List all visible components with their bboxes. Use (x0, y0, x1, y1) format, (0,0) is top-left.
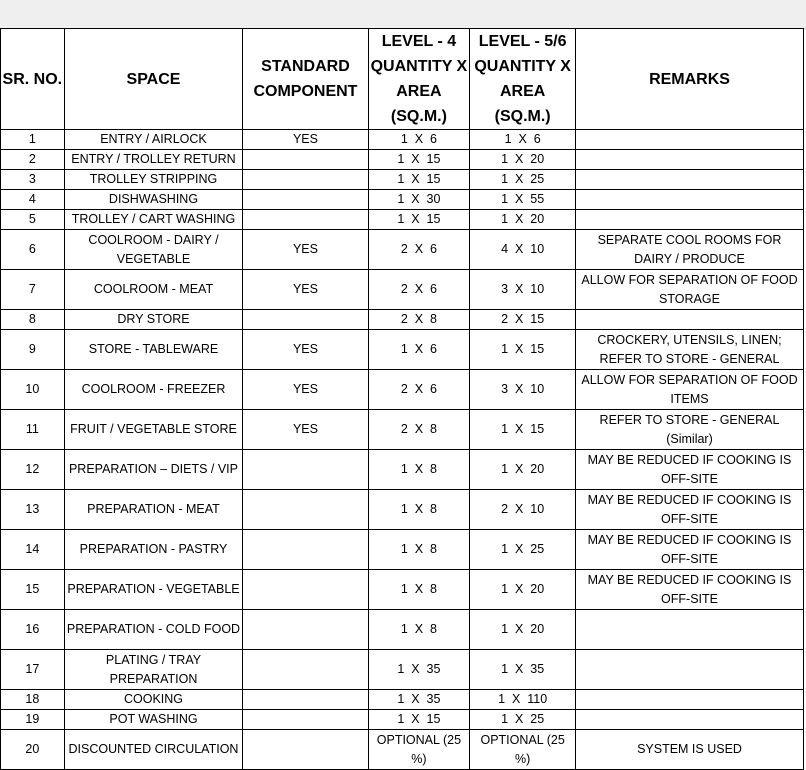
cell-standard-component (243, 530, 368, 570)
header-space: SPACE (64, 29, 243, 130)
cell-standard-component (243, 190, 368, 210)
cell-space: TROLLEY STRIPPING (64, 170, 243, 190)
cell-sr-no: 17 (1, 650, 65, 690)
cell-standard-component: YES (243, 370, 368, 410)
cell-level-5-6-qty-area: OPTIONAL (25 %) (470, 730, 576, 770)
cell-level-4-qty-area: 1 X 35 (368, 690, 470, 710)
table-row (1, 170, 804, 190)
cell-level-5-6-qty-area: 1 X 25 (470, 530, 576, 570)
cell-remarks (576, 210, 804, 230)
cell-level-4-qty-area: OPTIONAL (25 %) (368, 730, 470, 770)
cell-sr-no: 3 (1, 170, 65, 190)
table-row (1, 310, 804, 330)
cell-remarks: REFER TO STORE - GENERAL (Similar) (576, 410, 804, 450)
cell-level-5-6-qty-area: 4 X 10 (470, 230, 576, 270)
table-row (1, 710, 804, 730)
table-row (1, 330, 804, 370)
cell-standard-component (243, 730, 368, 770)
table-row (1, 270, 804, 310)
cell-space: TROLLEY / CART WASHING (64, 210, 243, 230)
cell-standard-component (243, 710, 368, 730)
cell-remarks: CROCKERY, UTENSILS, LINEN; REFER TO STORE - GENERAL (576, 330, 804, 370)
header-standard-line-1: STANDARD (261, 58, 350, 75)
space-schedule-table (0, 28, 804, 770)
cell-sr-no: 16 (1, 610, 65, 650)
cell-sr-no: 15 (1, 570, 65, 610)
cell-remarks (576, 130, 804, 150)
cell-space: DISCOUNTED CIRCULATION (64, 730, 243, 770)
cell-level-4-qty-area: 1 X 15 (368, 710, 470, 730)
cell-space: PREPARATION - VEGETABLE (64, 570, 243, 610)
cell-sr-no: 8 (1, 310, 65, 330)
cell-sr-no: 11 (1, 410, 65, 450)
cell-level-5-6-qty-area: 1 X 35 (470, 650, 576, 690)
header-row (1, 29, 804, 130)
cell-level-5-6-qty-area: 2 X 15 (470, 310, 576, 330)
cell-level-5-6-qty-area: 1 X 25 (470, 170, 576, 190)
cell-standard-component: YES (243, 130, 368, 150)
table-row (1, 730, 804, 770)
cell-level-5-6-qty-area: 3 X 10 (470, 370, 576, 410)
cell-sr-no: 6 (1, 230, 65, 270)
cell-space: COOLROOM - MEAT (64, 270, 243, 310)
cell-standard-component (243, 210, 368, 230)
cell-level-5-6-qty-area: 1 X 20 (470, 610, 576, 650)
cell-level-5-6-qty-area: 1 X 6 (470, 130, 576, 150)
cell-remarks: MAY BE REDUCED IF COOKING IS OFF-SITE (576, 530, 804, 570)
cell-space: PLATING / TRAY PREPARATION (64, 650, 243, 690)
cell-sr-no: 14 (1, 530, 65, 570)
cell-space: COOLROOM - DAIRY / VEGETABLE (64, 230, 243, 270)
table-row (1, 450, 804, 490)
cell-level-4-qty-area: 1 X 8 (368, 570, 470, 610)
table-row (1, 610, 804, 650)
cell-standard-component (243, 650, 368, 690)
cell-standard-component: YES (243, 410, 368, 450)
cell-sr-no: 20 (1, 730, 65, 770)
header-level56-line-1: LEVEL - 5/6 (478, 33, 567, 50)
cell-level-4-qty-area: 1 X 30 (368, 190, 470, 210)
header-level4-line-2: QUANTITY X (370, 58, 468, 75)
cell-remarks (576, 150, 804, 170)
cell-space: DISHWASHING (64, 190, 243, 210)
cell-level-5-6-qty-area: 1 X 20 (470, 210, 576, 230)
cell-space: PREPARATION – DIETS / VIP (64, 450, 243, 490)
header-level-5-6 (470, 29, 576, 130)
cell-level-4-qty-area: 2 X 6 (368, 370, 470, 410)
table-row (1, 150, 804, 170)
cell-remarks: MAY BE REDUCED IF COOKING IS OFF-SITE (576, 450, 804, 490)
cell-level-4-qty-area: 1 X 8 (368, 530, 470, 570)
cell-level-5-6-qty-area: 1 X 20 (470, 450, 576, 490)
cell-sr-no: 12 (1, 450, 65, 490)
cell-level-4-qty-area: 2 X 8 (368, 410, 470, 450)
table-row (1, 230, 804, 270)
cell-sr-no: 5 (1, 210, 65, 230)
cell-sr-no: 2 (1, 150, 65, 170)
header-level4-line-1: LEVEL - 4 (381, 33, 457, 50)
cell-remarks (576, 190, 804, 210)
cell-standard-component (243, 490, 368, 530)
cell-standard-component (243, 570, 368, 610)
cell-remarks (576, 650, 804, 690)
cell-standard-component (243, 310, 368, 330)
cell-standard-component (243, 450, 368, 490)
cell-space: STORE - TABLEWARE (64, 330, 243, 370)
cell-sr-no: 4 (1, 190, 65, 210)
cell-level-5-6-qty-area: 1 X 20 (470, 150, 576, 170)
spreadsheet-toolbar-strip (0, 0, 806, 29)
cell-standard-component: YES (243, 330, 368, 370)
table-row (1, 410, 804, 450)
cell-space: FRUIT / VEGETABLE STORE (64, 410, 243, 450)
cell-level-5-6-qty-area: 3 X 10 (470, 270, 576, 310)
cell-sr-no: 9 (1, 330, 65, 370)
cell-level-4-qty-area: 1 X 6 (368, 130, 470, 150)
cell-remarks: MAY BE REDUCED IF COOKING IS OFF-SITE (576, 570, 804, 610)
cell-level-5-6-qty-area: 1 X 20 (470, 570, 576, 610)
header-level-4 (368, 29, 470, 130)
cell-level-4-qty-area: 2 X 8 (368, 310, 470, 330)
cell-space: ENTRY / AIRLOCK (64, 130, 243, 150)
cell-remarks: SYSTEM IS USED (576, 730, 804, 770)
cell-level-5-6-qty-area: 1 X 25 (470, 710, 576, 730)
cell-standard-component (243, 150, 368, 170)
cell-level-4-qty-area: 1 X 6 (368, 330, 470, 370)
cell-remarks (576, 170, 804, 190)
table-row (1, 210, 804, 230)
header-standard-line-2: COMPONENT (253, 83, 358, 100)
cell-level-5-6-qty-area: 1 X 55 (470, 190, 576, 210)
cell-level-5-6-qty-area: 1 X 15 (470, 410, 576, 450)
cell-remarks: ALLOW FOR SEPARATION OF FOOD ITEMS (576, 370, 804, 410)
cell-level-4-qty-area: 2 X 6 (368, 230, 470, 270)
cell-space: PREPARATION - PASTRY (64, 530, 243, 570)
cell-remarks: SEPARATE COOL ROOMS FOR DAIRY / PRODUCE (576, 230, 804, 270)
header-standard-component (243, 29, 368, 130)
cell-standard-component: YES (243, 270, 368, 310)
cell-standard-component (243, 690, 368, 710)
cell-space: PREPARATION - COLD FOOD (64, 610, 243, 650)
cell-level-4-qty-area: 1 X 35 (368, 650, 470, 690)
cell-level-5-6-qty-area: 2 X 10 (470, 490, 576, 530)
cell-space: DRY STORE (64, 310, 243, 330)
cell-level-4-qty-area: 1 X 15 (368, 150, 470, 170)
table-row (1, 490, 804, 530)
cell-level-5-6-qty-area: 1 X 15 (470, 330, 576, 370)
cell-remarks: MAY BE REDUCED IF COOKING IS OFF-SITE (576, 490, 804, 530)
cell-level-4-qty-area: 1 X 8 (368, 450, 470, 490)
cell-level-5-6-qty-area: 1 X 110 (470, 690, 576, 710)
cell-remarks (576, 710, 804, 730)
cell-space: COOKING (64, 690, 243, 710)
cell-sr-no: 19 (1, 710, 65, 730)
table-row (1, 370, 804, 410)
cell-level-4-qty-area: 1 X 8 (368, 610, 470, 650)
header-level56-line-2: QUANTITY X (474, 58, 571, 75)
cell-space: COOLROOM - FREEZER (64, 370, 243, 410)
cell-standard-component: YES (243, 230, 368, 270)
cell-standard-component (243, 170, 368, 190)
cell-level-4-qty-area: 1 X 15 (368, 170, 470, 190)
table-row (1, 690, 804, 710)
table-row (1, 530, 804, 570)
cell-space: POT WASHING (64, 710, 243, 730)
cell-standard-component (243, 610, 368, 650)
table-row (1, 570, 804, 610)
cell-sr-no: 10 (1, 370, 65, 410)
cell-level-4-qty-area: 1 X 8 (368, 490, 470, 530)
cell-sr-no: 18 (1, 690, 65, 710)
cell-level-4-qty-area: 2 X 6 (368, 270, 470, 310)
cell-space: ENTRY / TROLLEY RETURN (64, 150, 243, 170)
cell-remarks (576, 310, 804, 330)
header-sr-no: SR. NO. (1, 29, 65, 130)
cell-sr-no: 7 (1, 270, 65, 310)
cell-remarks (576, 610, 804, 650)
header-level4-line-3: AREA (396, 83, 442, 100)
cell-space: PREPARATION - MEAT (64, 490, 243, 530)
header-remarks: REMARKS (576, 29, 804, 130)
table-row (1, 190, 804, 210)
table-row (1, 130, 804, 150)
cell-sr-no: 13 (1, 490, 65, 530)
header-level4-line-4: (SQ.M.) (390, 108, 447, 125)
table-row (1, 650, 804, 690)
cell-remarks: ALLOW FOR SEPARATION OF FOOD STORAGE (576, 270, 804, 310)
header-level56-line-3: AREA (499, 83, 546, 100)
cell-level-4-qty-area: 1 X 15 (368, 210, 470, 230)
cell-sr-no: 1 (1, 130, 65, 150)
header-level56-line-4: (SQ.M.) (494, 108, 551, 125)
cell-remarks (576, 690, 804, 710)
